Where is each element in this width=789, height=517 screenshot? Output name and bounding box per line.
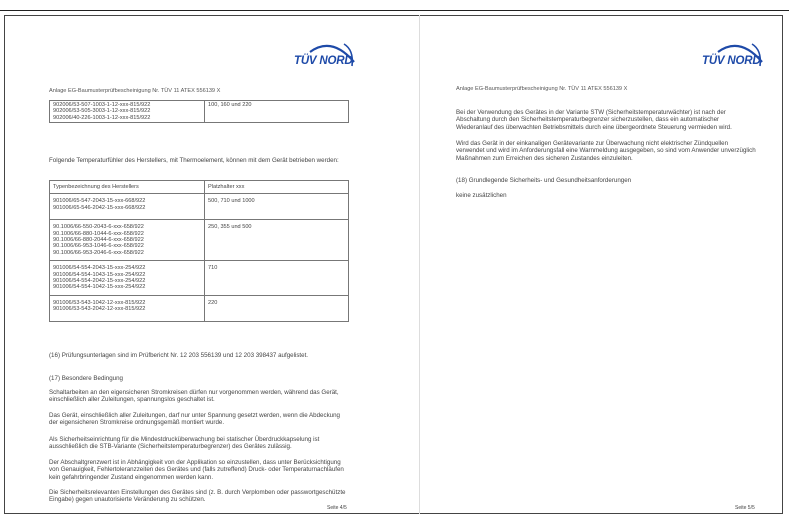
code-cell: 902006/53-507-1003-1-12-xxx-815/922 902006/53-505-3003-1-12-xxx-815/922 902006/40-226-1003-1-12-xxx-815/922: [50, 101, 205, 123]
value-cell: 250, 355 und 500: [205, 220, 349, 261]
condition-paragraph-4: Der Abschaltgrenzwert ist in Abhängigkeit von der Applikation so einzustellen, dass unter Berücksichtigung von Genauigkeit, Fehlertoleranzzeiten des Gerätes und (falls zutreffend) Druck- oder Temperaturnachläufen kein gefahrbringender Zustand eingenommen werden kann.: [49, 459, 344, 481]
code-cell: 90.1006/66-550-2043-6-xxx-658/922 90.1006/66-880-1044-6-xxx-658/922 90.1006/66-880-2044-6-xxx-658/922 90.1006/66-953-1046-6-xxx-658/922 90.1006/66-953-2046-6-xxx-658/922: [50, 220, 205, 261]
condition-paragraph-1: Schaltarbeiten an den eigensicheren Stromkreisen dürfen nur vorgenommen werden, während das Gerät, einschließlich aller Zuleitungen, spannungslos geschaltet ist.: [49, 389, 339, 404]
page-divider: [419, 15, 420, 514]
table-row: [50, 295, 349, 321]
value-cell: 100, 160 und 220: [205, 101, 349, 123]
table-row: [50, 101, 349, 123]
section-16: (16) Prüfungsunterlagen sind im Prüfbericht Nr. 12 203 556139 und 12 203 398437 aufgelistet.: [49, 352, 309, 359]
right-page-number: Seite 5/5: [735, 505, 755, 511]
code-cell: 901006/65-547-2043-15-xxx-668/922 901006/65-546-2042-15-xxx-668/922: [50, 194, 205, 220]
value-cell: 710: [205, 261, 349, 296]
right-paragraph-1: Bei der Verwendung des Gerätes in der Variante STW (Sicherheitstemperaturwächter) ist nach der Abschaltung durch den Sicherheitstemperaturbegrenzer sicherzustellen, dass ein automatischer Wiederanlauf des überwachten Betriebsmittels durch eine übergeordnete Steuerung vermieden wird.: [456, 109, 732, 131]
table-header-row: [50, 181, 349, 194]
condition-paragraph-2: Das Gerät, einschließlich aller Zuleitungen, darf nur unter Spannung gesetzt werden, wenn die Abdeckung der eigensicheren Stromkreise ordnungsgemäß montiert wurde.: [49, 412, 340, 427]
column-header-type: Typenbezeichnung des Herstellers: [50, 181, 205, 194]
sensor-intro: Folgende Temperaturfühler des Herstellers, mit Thermoelement, können mit dem Gerät betrieben werden:: [49, 157, 339, 164]
table-row: [50, 220, 349, 261]
table-row: [50, 194, 349, 220]
code-cell: 901006/54-554-2043-15-xxx-254/922 901006/54-554-1043-15-xxx-254/922 901006/54-554-2042-15-xxx-254/922 901006/54-554-1042-15-xxx-254/922: [50, 261, 205, 296]
section-17-title: (17) Besondere Bedingung: [49, 375, 123, 382]
left-page-number: Seite 4/5: [327, 505, 347, 511]
right-paragraph-2: Wird das Gerät in der einkanaligen Gerätevariante zur Überwachung nicht elektrischer Zündquellen verwendet und wird im Anforderungsfall eine Warnmeldung ausgegeben, so sind vom Anwender unverzüglich Maßnahmen zum Erreichen des sicheren Zustandes einzuleiten.: [456, 140, 756, 162]
code-cell: 901006/53-543-1042-12-xxx-815/922 901006/53-543-2042-12-xxx-815/922: [50, 295, 205, 321]
logo-text: TÜV NORD: [294, 55, 353, 67]
right-header: Anlage EG-Baumusterprüfbescheinigung Nr. TÜV 11 ATEX 556139 X: [456, 86, 628, 92]
condition-paragraph-5: Die Sicherheitsrelevanten Einstellungen des Gerätes sind (z. B. durch Verplomben oder passwortgeschützte Eingabe) gegen unautorisierte Veränderung zu schützen.: [49, 489, 346, 504]
tuv-nord-logo: [700, 40, 764, 74]
tuv-nord-logo: [292, 40, 356, 74]
section-18-text: keine zusätzlichen: [456, 192, 507, 199]
left-header: Anlage EG-Baumusterprüfbescheinigung Nr. TÜV 11 ATEX 556139 X: [49, 88, 221, 94]
table-sensors: [49, 180, 349, 322]
condition-paragraph-3: Als Sicherheitseinrichtung für die Mindestdrucküberwachung bei statischer Überdruckkapselung ist ausschließlich die STB-Variante (Sicherheitstemperaturbegrenzer) des Gerätes zulässig.: [49, 436, 320, 451]
logo-text: TÜV NORD: [702, 55, 761, 67]
table-types-a: [49, 100, 349, 123]
value-cell: 500, 710 und 1000: [205, 194, 349, 220]
top-rule: [0, 10, 789, 11]
section-18-title: (18) Grundlegende Sicherheits- und Gesundheitsanforderungen: [456, 177, 632, 184]
table-row: [50, 261, 349, 296]
value-cell: 220: [205, 295, 349, 321]
column-header-placeholder: Platzhalter xxx: [205, 181, 349, 194]
